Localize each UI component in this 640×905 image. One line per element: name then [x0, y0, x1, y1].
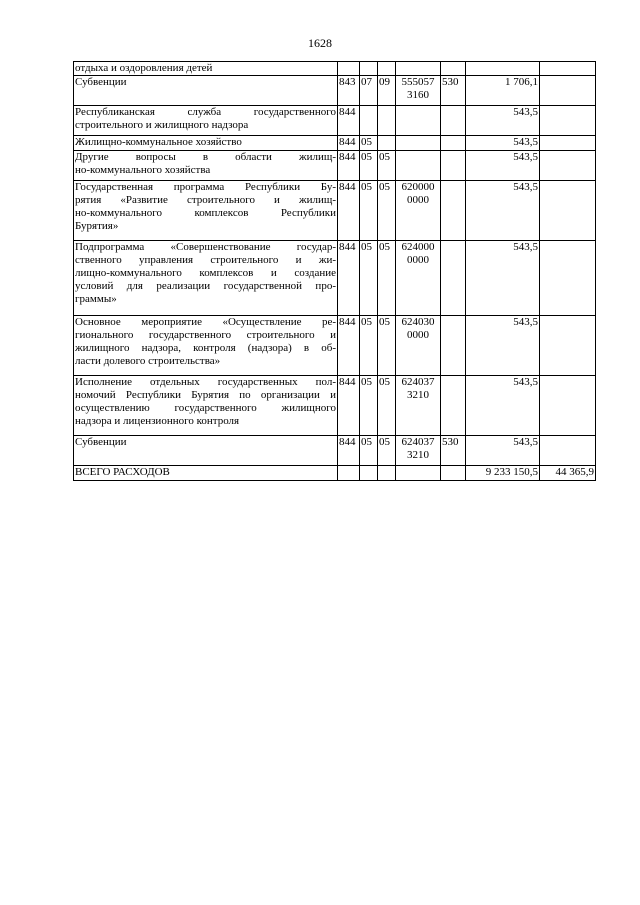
target-article-code-part1: 624030 — [401, 316, 435, 328]
table-row — [74, 151, 596, 181]
row-name-line: лищно-коммунального комплексов и создание — [75, 267, 336, 279]
ved-code: 844 — [338, 106, 360, 136]
target-article-code-part2: 0000 — [407, 194, 429, 206]
target-article-code — [396, 76, 441, 106]
target-article-code-part2: 3160 — [407, 89, 429, 101]
row-name-line: Основное мероприятие «Осуществление ре- — [75, 316, 336, 328]
expense-type-code — [441, 106, 466, 136]
target-article-code — [396, 62, 441, 76]
ved-code: 844 — [338, 151, 360, 181]
row-name-line: жилищного надзора, контроля (надзора) в об- — [75, 342, 336, 354]
amount-cell: 543,5 — [466, 181, 540, 241]
page-number: 1628 — [308, 36, 332, 50]
table-row — [74, 436, 596, 466]
table-row — [74, 136, 596, 151]
amount-cell-2 — [540, 436, 596, 466]
ved-code: 843 — [338, 76, 360, 106]
expense-type-code: 530 — [441, 76, 466, 106]
amount-cell: 9 233 150,5 — [466, 466, 540, 481]
table-row — [74, 316, 596, 376]
row-name — [74, 316, 338, 376]
section-code — [360, 106, 378, 136]
amount-cell: 543,5 — [466, 136, 540, 151]
target-article-code-part1: 555057 — [401, 76, 435, 88]
amount-cell: 1 706,1 — [466, 76, 540, 106]
amount-cell-2 — [540, 76, 596, 106]
target-article-code-part1: 620000 — [401, 181, 435, 193]
row-name-line: но-коммунального комплексов Республики — [75, 207, 336, 219]
expense-type-code: 530 — [441, 436, 466, 466]
amount-cell-2 — [540, 241, 596, 316]
subsection-code: 05 — [378, 151, 396, 181]
section-code: 05 — [360, 181, 378, 241]
section-code — [360, 466, 378, 481]
target-article-code — [396, 466, 441, 481]
row-name-line: Республиканская служба государственного — [75, 106, 336, 118]
row-name — [74, 241, 338, 316]
row-name-line: ласти долевого строительства» — [75, 355, 221, 367]
section-code: 05 — [360, 136, 378, 151]
row-name-line: Исполнение отдельных государственных пол- — [75, 376, 336, 388]
row-name: ВСЕГО РАСХОДОВ — [74, 466, 338, 481]
amount-cell: 543,5 — [466, 106, 540, 136]
section-code: 07 — [360, 76, 378, 106]
section-code: 05 — [360, 316, 378, 376]
ved-code: 844 — [338, 241, 360, 316]
target-article-code — [396, 181, 441, 241]
expense-type-code — [441, 151, 466, 181]
row-name: Жилищно-коммунальное хозяйство — [74, 136, 338, 151]
row-name-line: надзора и лицензионного контроля — [75, 415, 240, 427]
amount-cell-2 — [540, 181, 596, 241]
expense-type-code — [441, 316, 466, 376]
subsection-code — [378, 62, 396, 76]
section-code: 05 — [360, 376, 378, 436]
amount-cell: 543,5 — [466, 241, 540, 316]
ved-code: 844 — [338, 316, 360, 376]
subsection-code: 05 — [378, 181, 396, 241]
row-name-line: рятия «Развитие строительного и жилищ- — [75, 194, 336, 206]
row-name-line: Подпрограмма «Совершенствование государ- — [75, 241, 336, 253]
target-article-code-part1: 624000 — [401, 241, 435, 253]
target-article-code-part2: 0000 — [407, 329, 429, 341]
target-article-code-part1: 624037 — [401, 436, 435, 448]
section-code: 05 — [360, 241, 378, 316]
amount-cell: 543,5 — [466, 151, 540, 181]
row-name — [74, 151, 338, 181]
ved-code: 844 — [338, 436, 360, 466]
amount-cell: 543,5 — [466, 316, 540, 376]
subsection-code — [378, 466, 396, 481]
ved-code: 844 — [338, 136, 360, 151]
section-code — [360, 62, 378, 76]
amount-cell-2: 44 365,9 — [540, 466, 596, 481]
ved-code: 844 — [338, 181, 360, 241]
target-article-code-part2: 3210 — [407, 389, 429, 401]
row-name-line: граммы» — [75, 293, 117, 305]
expense-type-code — [441, 466, 466, 481]
amount-cell-2 — [540, 151, 596, 181]
amount-cell-2 — [540, 106, 596, 136]
target-article-code — [396, 106, 441, 136]
table-row — [74, 376, 596, 436]
row-name — [74, 376, 338, 436]
target-article-code — [396, 241, 441, 316]
row-name — [74, 106, 338, 136]
amount-cell-2 — [540, 62, 596, 76]
subsection-code: 05 — [378, 376, 396, 436]
target-article-code — [396, 151, 441, 181]
row-name-line: Другие вопросы в области жилищ- — [75, 151, 336, 163]
row-name-line: строительного и жилищного надзора — [75, 119, 249, 131]
row-name-line: осуществлению государственного жилищного — [75, 402, 336, 414]
amount-cell: 543,5 — [466, 376, 540, 436]
target-article-code-part2: 0000 — [407, 254, 429, 266]
target-article-code — [396, 436, 441, 466]
row-name-line: Бурятия» — [75, 220, 119, 232]
table-row — [74, 241, 596, 316]
table-row — [74, 62, 596, 76]
amount-cell-2 — [540, 316, 596, 376]
expense-type-code — [441, 62, 466, 76]
row-name — [74, 181, 338, 241]
amount-cell-2 — [540, 136, 596, 151]
row-name-line: гионального государственного строительного и — [75, 329, 336, 341]
row-name-line: условий для реализации государственной про- — [75, 280, 336, 292]
target-article-code-part1: 624037 — [401, 376, 435, 388]
amount-cell: 543,5 — [466, 436, 540, 466]
row-name-line: номочий Республики Бурятия по организации и — [75, 389, 336, 401]
row-name: Субвенции — [74, 436, 338, 466]
target-article-code — [396, 376, 441, 436]
expense-type-code — [441, 181, 466, 241]
subsection-code: 09 — [378, 76, 396, 106]
table-row — [74, 76, 596, 106]
amount-cell — [466, 62, 540, 76]
table-row — [74, 106, 596, 136]
target-article-code-part2: 3210 — [407, 449, 429, 461]
amount-cell-2 — [540, 376, 596, 436]
table-row — [74, 466, 596, 481]
section-code: 05 — [360, 436, 378, 466]
subsection-code — [378, 106, 396, 136]
subsection-code: 05 — [378, 436, 396, 466]
ved-code — [338, 62, 360, 76]
budget-table — [73, 61, 596, 481]
ved-code — [338, 466, 360, 481]
expense-type-code — [441, 136, 466, 151]
row-name-line: но-коммунального хозяйства — [75, 164, 211, 176]
row-name-line: Государственная программа Республики Бу- — [75, 181, 336, 193]
expense-type-code — [441, 376, 466, 436]
ved-code: 844 — [338, 376, 360, 436]
target-article-code — [396, 136, 441, 151]
target-article-code — [396, 316, 441, 376]
subsection-code: 05 — [378, 316, 396, 376]
expense-type-code — [441, 241, 466, 316]
section-code: 05 — [360, 151, 378, 181]
subsection-code — [378, 136, 396, 151]
table-row — [74, 181, 596, 241]
subsection-code: 05 — [378, 241, 396, 316]
row-name: отдыха и оздоровления детей — [74, 62, 338, 76]
row-name-line: ственного управления строительного и жи- — [75, 254, 336, 266]
row-name: Субвенции — [74, 76, 338, 106]
